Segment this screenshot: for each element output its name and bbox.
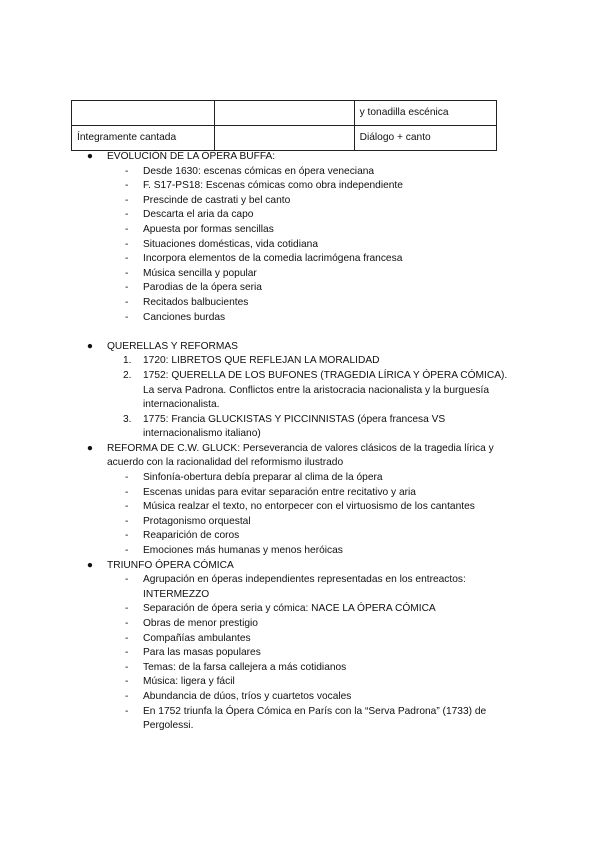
table-row	[72, 126, 497, 151]
section-title: TRIUNFO ÓPERA CÓMICA	[107, 559, 234, 571]
list-item: - Situaciones domésticas, vida cotidiana	[125, 238, 318, 250]
list-item: - Compañías ambulantes	[125, 632, 251, 644]
table-cell: y tonadilla escénica	[354, 101, 496, 126]
bullet-icon: ●	[86, 442, 94, 454]
list-item: - Protagonismo orquestal	[125, 515, 251, 527]
section-querellas	[85, 340, 515, 355]
list-item: - En 1752 triunfa la Ópera Cómica en París con la “Serva Padrona” (1733) de Pergolessi.	[125, 705, 487, 732]
table-row	[72, 101, 497, 126]
list-item: - Música realzar el texto, no entorpecer con el virtuosismo de los cantantes	[125, 501, 475, 513]
buffa-list	[85, 165, 515, 326]
table-cell	[72, 101, 215, 126]
list-item: - Descarta el aria da capo	[125, 209, 254, 221]
section-title: EVOLUCIÓN DE LA ÓPERA BUFFA:	[107, 151, 276, 162]
gluck-list	[85, 471, 515, 559]
section-buffa	[85, 150, 515, 165]
list-item: - Emociones más humanas y menos heróicas	[125, 545, 343, 557]
document-body	[85, 150, 515, 734]
list-item: - Para las masas populares	[125, 647, 261, 659]
list-item: - Agrupación en óperas independientes representadas en los entreactos: INTERMEZZO	[125, 574, 466, 600]
list-item: - Abundancia de dúos, tríos y cuartetos vocales	[125, 690, 352, 702]
section-title: REFORMA DE C.W. GLUCK: Perseverancia de valores clásicos de la tragedia lírica y acuerdo con la racionalidad del reformismo ilustrado	[107, 442, 494, 469]
list-item: - Reaparición de coros	[125, 530, 240, 542]
bullet-icon: ●	[86, 559, 94, 571]
querellas-list	[85, 354, 515, 442]
list-item: - Obras de menor prestigio	[125, 618, 258, 629]
list-item: - Recitados balbucientes	[125, 296, 249, 308]
list-item: - Sinfonía-obertura debía preparar al clima de la ópera	[125, 472, 383, 484]
list-item: 1. 1720: LIBRETOS QUE REFLEJAN LA MORALIDAD	[123, 355, 380, 367]
list-item: - Escenas unidas para evitar separación entre recitativo y aria	[125, 486, 416, 498]
section-triunfo	[85, 559, 515, 574]
bullet-icon: ●	[86, 151, 94, 162]
list-item: - Apuesta por formas sencillas	[125, 223, 274, 235]
spacer	[85, 325, 515, 340]
list-item: - Canciones burdas	[125, 311, 226, 323]
table-cell	[214, 126, 354, 151]
list-item: - Parodias de la ópera seria	[125, 282, 262, 294]
table-cell: Íntegramente cantada	[72, 126, 215, 151]
list-item: - Separación de ópera seria y cómica: NACE LA ÓPERA CÓMICA	[125, 603, 436, 615]
bullet-icon: ●	[86, 340, 94, 352]
list-item: - Temas: de la farsa callejera a más cotidianos	[125, 661, 347, 673]
list-item: 2. 1752: QUERELLA DE LOS BUFONES (TRAGEDIA LÍRICA Y ÓPERA CÓMICA). La serva Padrona. Conflictos entre la aristocracia nacionalista y la burguesía internacionalista.	[123, 369, 508, 411]
list-item: - F. S17-PS18: Escenas cómicas como obra independiente	[125, 180, 403, 192]
comparison-table	[71, 100, 497, 151]
table-cell	[214, 101, 354, 126]
section-title: QUERELLAS Y REFORMAS	[107, 340, 238, 352]
section-gluck	[85, 442, 515, 471]
table-cell: Diálogo + canto	[354, 126, 496, 151]
list-item: - Música sencilla y popular	[125, 267, 257, 279]
list-item: - Incorpora elementos de la comedia lacrimógena francesa	[125, 253, 403, 265]
list-item: - Desde 1630: escenas cómicas en ópera veneciana	[125, 165, 375, 177]
triunfo-list	[85, 573, 515, 734]
list-item: - Música: ligera y fácil	[125, 676, 235, 688]
list-item: - Prescinde de castrati y bel canto	[125, 194, 291, 206]
list-item: 3. 1775: Francia GLUCKISTAS Y PICCINNISTAS (ópera francesa VS internacionalismo italiano)	[123, 413, 446, 440]
